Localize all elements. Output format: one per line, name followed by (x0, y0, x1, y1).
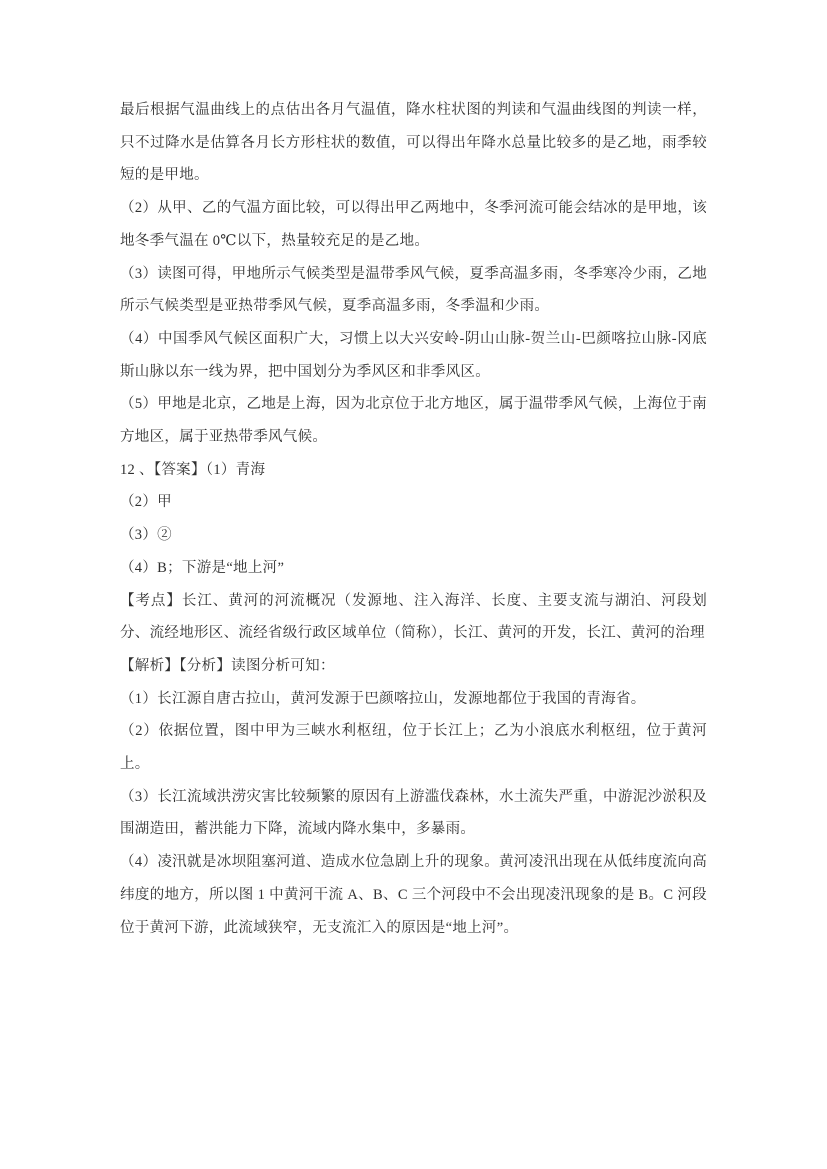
text-block (120, 94, 707, 944)
para-analysis-intro: 【解析】【分析】读图分析可知： (120, 657, 335, 674)
para-answer11-q3: （3）读图可得，甲地所示气候类型是温带季风气候，夏季高温多雨，冬季寒冷少雨，乙地所示气候类型是亚热带季风气候，夏季高温多雨，冬季温和少雨。 (120, 265, 707, 315)
para-analysis-q3: （3）长江流域洪涝灾害比较频繁的原因有上游滥伐森林，水土流失严重，中游泥沙淤积及围湖造田，蓄洪能力下降，流域内降水集中，多暴雨。 (120, 788, 707, 838)
para-analysis-q2: （2）依据位置，图中甲为三峡水利枢纽，位于长江上；乙为小浪底水利枢纽，位于黄河上。 (120, 723, 707, 773)
para-exam-points: 【考点】长江、黄河的河流概况（发源地、注入海洋、长度、主要支流与湖泊、河段划分、流经地形区、流经省级行政区域单位（简称），长江、黄河的开发，长江、黄河的治理 (120, 592, 707, 642)
para-answer11-q2: （2）从甲、乙的气温方面比较，可以得出甲乙两地中，冬季河流可能会结冰的是甲地，该地冬季气温在 0℃以下，热量较充足的是乙地。 (120, 200, 707, 249)
para-answer11-q5: （5）甲地是北京，乙地是上海，因为北京位于北方地区，属于温带季风气候，上海位于南方地区，属于亚热带季风气候。 (120, 396, 707, 446)
answer12-q3: （3）② (120, 527, 172, 544)
answer12-heading-q1: 12 、【答案】（1）青海 (120, 461, 266, 478)
answer12-q2: （2）甲 (120, 494, 172, 511)
para-answer11-q4: （4）中国季风气候区面积广大，习惯上以大兴安岭-阴山山脉-贺兰山-巴颜喀拉山脉-冈底斯山脉以东一线为界，把中国划分为季风区和非季风区。 (120, 330, 707, 380)
para-temp-precip-reading: 最后根据气温曲线上的点估出各月气温值，降水柱状图的判读和气温曲线图的判读一样，只不过降水是估算各月长方形柱状的数值，可以得出年降水总量比较多的是乙地，雨季较短的是甲地。 (120, 102, 707, 184)
para-analysis-q1: （1）长江源自唐古拉山，黄河发源于巴颜喀拉山，发源地都位于我国的青海省。 (120, 690, 646, 707)
para-analysis-q4: （4）凌汛就是冰坝阻塞河道、造成水位急剧上升的现象。黄河凌汛出现在从低纬度流向高纬度的地方，所以图 1 中黄河干流 A、B、C 三个河段中不会出现凌汛现象的是 B。C 河段位于黄河下游，此流域狭窄，无支流汇入的原因是“地上河”。 (120, 854, 707, 936)
answer12-q4: （4）B；下游是“地上河” (120, 559, 285, 576)
